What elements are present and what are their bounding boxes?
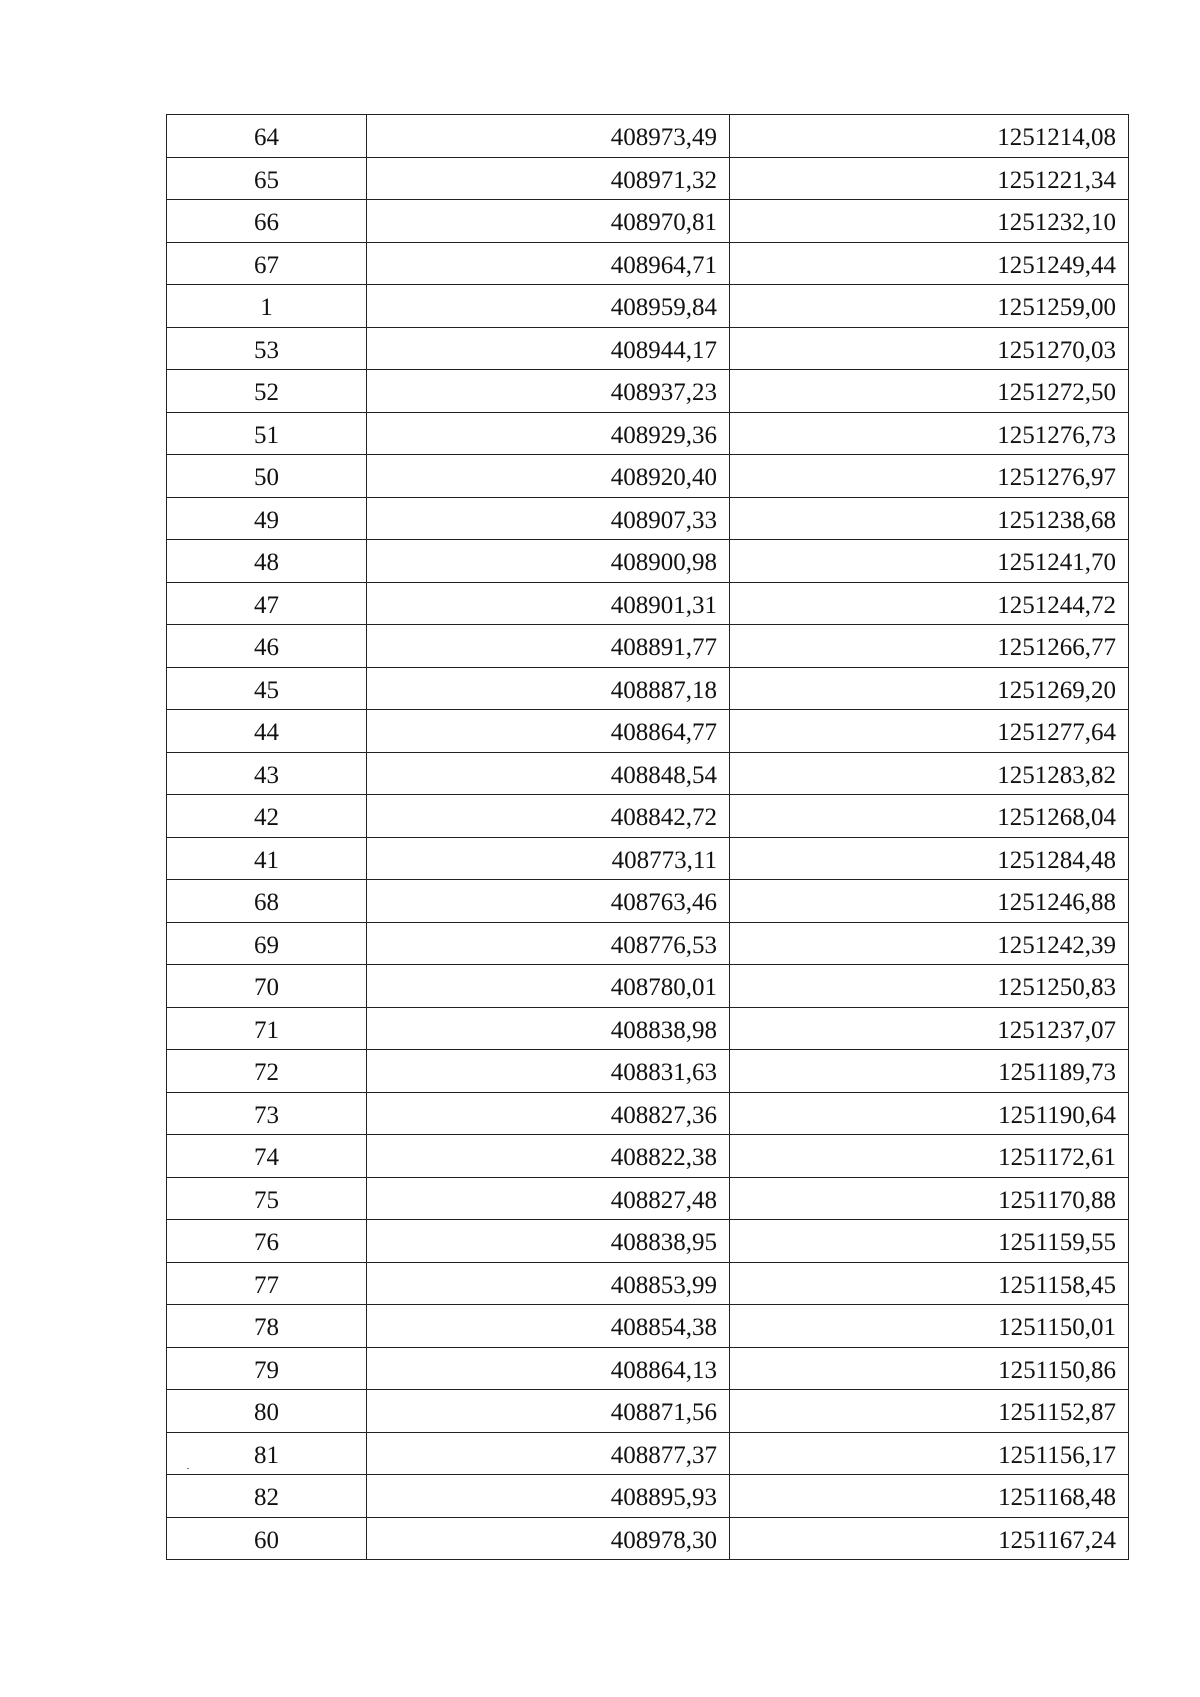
table-row — [167, 242, 1129, 285]
y-coordinate-text: 1251241,70 — [997, 549, 1116, 576]
point-number-text: 80 — [254, 1399, 279, 1426]
x-coordinate-cell — [367, 327, 730, 370]
point-number-text: 74 — [254, 1144, 279, 1171]
y-coordinate-cell — [730, 285, 1129, 328]
y-coordinate-cell — [730, 710, 1129, 753]
y-coordinate-cell — [730, 200, 1129, 243]
point-number-cell — [167, 200, 367, 243]
y-coordinate-cell — [730, 965, 1129, 1008]
point-number-text: 42 — [254, 804, 279, 831]
table-row — [167, 667, 1129, 710]
table-row — [167, 1432, 1129, 1475]
x-coordinate-text: 408776,53 — [610, 931, 717, 959]
x-coordinate-text: 408937,23 — [610, 379, 717, 406]
point-number-text: 53 — [254, 336, 279, 364]
point-number-text: 41 — [254, 846, 279, 874]
x-coordinate-text: 408877,37 — [610, 1441, 717, 1469]
y-coordinate-text: 1251159,55 — [998, 1229, 1116, 1256]
point-number-cell — [167, 1347, 367, 1390]
x-coordinate-cell — [367, 582, 730, 625]
point-number-cell — [167, 1050, 367, 1093]
x-coordinate-cell — [367, 710, 730, 753]
y-coordinate-cell — [730, 1220, 1129, 1263]
y-coordinate-cell — [730, 412, 1129, 455]
y-coordinate-text: 1251152,87 — [998, 1399, 1116, 1426]
point-number-text: 50 — [254, 464, 279, 491]
point-number-cell — [167, 965, 367, 1008]
y-coordinate-text: 1251268,04 — [997, 804, 1116, 831]
x-coordinate-cell — [367, 880, 730, 923]
y-coordinate-text: 1251221,34 — [997, 166, 1116, 194]
y-coordinate-text: 1251269,20 — [997, 676, 1116, 704]
point-number-text: 81 — [254, 1441, 279, 1469]
x-coordinate-cell — [367, 667, 730, 710]
point-number-cell — [167, 1262, 367, 1305]
x-coordinate-cell — [367, 922, 730, 965]
x-coordinate-text: 408944,17 — [610, 336, 717, 364]
y-coordinate-cell — [730, 1007, 1129, 1050]
table-row — [167, 625, 1129, 668]
x-coordinate-text: 408853,99 — [610, 1271, 717, 1299]
y-coordinate-text: 1251190,64 — [998, 1101, 1116, 1129]
point-number-cell — [167, 497, 367, 540]
y-coordinate-text: 1251249,44 — [997, 251, 1116, 279]
x-coordinate-text: 408971,32 — [610, 166, 717, 194]
point-number-cell — [167, 795, 367, 838]
y-coordinate-text: 1251272,50 — [997, 379, 1116, 406]
table-row — [167, 497, 1129, 540]
x-coordinate-text: 408848,54 — [610, 761, 717, 789]
y-coordinate-text: 1251270,03 — [997, 336, 1116, 364]
point-number-cell — [167, 370, 367, 413]
y-coordinate-text: 1251189,73 — [998, 1059, 1116, 1086]
point-number-cell — [167, 837, 367, 880]
y-coordinate-cell — [730, 1475, 1129, 1518]
point-number-cell — [167, 1092, 367, 1135]
x-coordinate-cell — [367, 1135, 730, 1178]
coordinates-table — [166, 114, 1129, 1560]
table-row — [167, 115, 1129, 158]
y-coordinate-text: 1251277,64 — [997, 719, 1116, 746]
x-coordinate-cell — [367, 200, 730, 243]
y-coordinate-text: 1251266,77 — [997, 634, 1116, 661]
y-coordinate-cell — [730, 922, 1129, 965]
table-row — [167, 327, 1129, 370]
x-coordinate-cell — [367, 540, 730, 583]
y-coordinate-cell — [730, 157, 1129, 200]
x-coordinate-text: 408891,77 — [610, 634, 717, 661]
x-coordinate-cell — [367, 1262, 730, 1305]
x-coordinate-cell — [367, 285, 730, 328]
x-coordinate-text: 408780,01 — [610, 974, 717, 1001]
coordinates-table-body — [167, 115, 1129, 1560]
point-number-text: 76 — [254, 1229, 279, 1256]
table-row — [167, 540, 1129, 583]
point-number-cell — [167, 1475, 367, 1518]
y-coordinate-cell — [730, 667, 1129, 710]
x-coordinate-cell — [367, 1390, 730, 1433]
point-number-cell — [167, 1390, 367, 1433]
x-coordinate-cell — [367, 455, 730, 498]
table-row — [167, 157, 1129, 200]
table-row — [167, 200, 1129, 243]
x-coordinate-cell — [367, 1517, 730, 1560]
table-row — [167, 412, 1129, 455]
x-coordinate-cell — [367, 412, 730, 455]
point-number-text: 69 — [254, 931, 279, 959]
x-coordinate-cell — [367, 752, 730, 795]
x-coordinate-text: 408838,98 — [610, 1016, 717, 1044]
point-number-text: 65 — [254, 166, 279, 194]
point-number-text: 73 — [254, 1101, 279, 1129]
y-coordinate-cell — [730, 455, 1129, 498]
y-coordinate-cell — [730, 880, 1129, 923]
y-coordinate-cell — [730, 795, 1129, 838]
point-number-text: 60 — [254, 1526, 279, 1554]
y-coordinate-cell — [730, 1050, 1129, 1093]
x-coordinate-cell — [367, 625, 730, 668]
table-row — [167, 922, 1129, 965]
x-coordinate-cell — [367, 1475, 730, 1518]
point-number-cell — [167, 157, 367, 200]
y-coordinate-text: 1251246,88 — [997, 889, 1116, 916]
point-number-text: 67 — [254, 251, 279, 279]
y-coordinate-cell — [730, 582, 1129, 625]
table-row — [167, 582, 1129, 625]
point-number-text: 68 — [254, 889, 279, 916]
point-number-cell — [167, 1220, 367, 1263]
point-number-cell — [167, 1305, 367, 1348]
point-number-text: 47 — [254, 591, 279, 619]
point-number-text: 71 — [254, 1016, 279, 1044]
table-row — [167, 880, 1129, 923]
y-coordinate-cell — [730, 115, 1129, 158]
x-coordinate-cell — [367, 497, 730, 540]
y-coordinate-cell — [730, 1177, 1129, 1220]
point-number-cell — [167, 1432, 367, 1475]
point-number-cell — [167, 1177, 367, 1220]
x-coordinate-cell — [367, 1092, 730, 1135]
point-number-cell — [167, 115, 367, 158]
y-coordinate-cell — [730, 242, 1129, 285]
x-coordinate-cell — [367, 370, 730, 413]
y-coordinate-text: 1251284,48 — [997, 846, 1116, 874]
x-coordinate-cell — [367, 1220, 730, 1263]
point-number-text: 75 — [254, 1186, 279, 1214]
table-row — [167, 1007, 1129, 1050]
point-number-cell — [167, 922, 367, 965]
table-row — [167, 1347, 1129, 1390]
table-row — [167, 965, 1129, 1008]
y-coordinate-text: 1251158,45 — [998, 1271, 1116, 1299]
point-number-text: 70 — [254, 974, 279, 1001]
point-number-cell — [167, 1007, 367, 1050]
x-coordinate-text: 408900,98 — [610, 549, 717, 576]
x-coordinate-cell — [367, 1007, 730, 1050]
x-coordinate-text: 408822,38 — [610, 1144, 717, 1171]
table-row — [167, 1220, 1129, 1263]
y-coordinate-cell — [730, 1390, 1129, 1433]
x-coordinate-text: 408929,36 — [610, 421, 717, 449]
y-coordinate-cell — [730, 1305, 1129, 1348]
table-row — [167, 370, 1129, 413]
table-row — [167, 1305, 1129, 1348]
point-number-cell — [167, 582, 367, 625]
y-coordinate-text: 1251170,88 — [998, 1186, 1116, 1214]
x-coordinate-cell — [367, 157, 730, 200]
y-coordinate-cell — [730, 837, 1129, 880]
x-coordinate-text: 408831,63 — [610, 1059, 717, 1086]
point-number-cell — [167, 625, 367, 668]
y-coordinate-cell — [730, 540, 1129, 583]
table-row — [167, 455, 1129, 498]
scan-artifact — [187, 1468, 189, 1469]
point-number-text: 43 — [254, 761, 279, 789]
x-coordinate-text: 408970,81 — [610, 209, 717, 236]
x-coordinate-text: 408907,33 — [610, 506, 717, 534]
point-number-text: 66 — [254, 209, 279, 236]
y-coordinate-text: 1251168,48 — [998, 1484, 1116, 1511]
table-row — [167, 1135, 1129, 1178]
y-coordinate-cell — [730, 625, 1129, 668]
x-coordinate-text: 408964,71 — [610, 251, 717, 279]
x-coordinate-text: 408838,95 — [610, 1229, 717, 1256]
point-number-cell — [167, 752, 367, 795]
x-coordinate-text: 408827,36 — [610, 1101, 717, 1129]
point-number-text: 64 — [254, 124, 279, 151]
point-number-cell — [167, 285, 367, 328]
x-coordinate-cell — [367, 965, 730, 1008]
point-number-text: 82 — [254, 1484, 279, 1511]
table-row — [167, 1050, 1129, 1093]
x-coordinate-text: 408842,72 — [610, 804, 717, 831]
x-coordinate-cell — [367, 242, 730, 285]
table-row — [167, 285, 1129, 328]
x-coordinate-cell — [367, 1347, 730, 1390]
y-coordinate-text: 1251156,17 — [998, 1441, 1116, 1469]
y-coordinate-text: 1251276,73 — [997, 421, 1116, 449]
table-row — [167, 837, 1129, 880]
point-number-cell — [167, 412, 367, 455]
x-coordinate-text: 408887,18 — [610, 676, 717, 704]
x-coordinate-cell — [367, 1177, 730, 1220]
point-number-text: 48 — [254, 549, 279, 576]
point-number-text: 1 — [260, 294, 273, 321]
x-coordinate-cell — [367, 1432, 730, 1475]
y-coordinate-text: 1251172,61 — [998, 1144, 1116, 1171]
y-coordinate-cell — [730, 752, 1129, 795]
y-coordinate-text: 1251232,10 — [997, 209, 1116, 236]
point-number-cell — [167, 667, 367, 710]
point-number-text: 49 — [254, 506, 279, 534]
table-row — [167, 1517, 1129, 1560]
point-number-text: 79 — [254, 1356, 279, 1384]
x-coordinate-text: 408827,48 — [610, 1186, 717, 1214]
x-coordinate-cell — [367, 1305, 730, 1348]
x-coordinate-cell — [367, 1050, 730, 1093]
point-number-cell — [167, 327, 367, 370]
y-coordinate-text: 1251150,86 — [998, 1356, 1116, 1384]
point-number-cell — [167, 1517, 367, 1560]
x-coordinate-text: 408871,56 — [610, 1399, 717, 1426]
point-number-cell — [167, 540, 367, 583]
y-coordinate-cell — [730, 1092, 1129, 1135]
point-number-text: 72 — [254, 1059, 279, 1086]
y-coordinate-text: 1251259,00 — [997, 294, 1116, 321]
y-coordinate-cell — [730, 1347, 1129, 1390]
table-row — [167, 1092, 1129, 1135]
point-number-cell — [167, 1135, 367, 1178]
y-coordinate-cell — [730, 497, 1129, 540]
x-coordinate-text: 408978,30 — [610, 1526, 717, 1554]
y-coordinate-cell — [730, 1432, 1129, 1475]
point-number-text: 51 — [254, 421, 279, 449]
point-number-text: 44 — [254, 719, 279, 746]
table-row — [167, 1177, 1129, 1220]
y-coordinate-cell — [730, 1262, 1129, 1305]
y-coordinate-cell — [730, 327, 1129, 370]
y-coordinate-cell — [730, 1135, 1129, 1178]
table-row — [167, 1262, 1129, 1305]
point-number-cell — [167, 710, 367, 753]
y-coordinate-text: 1251237,07 — [997, 1016, 1116, 1044]
y-coordinate-text: 1251283,82 — [997, 761, 1116, 789]
table-row — [167, 795, 1129, 838]
table-row — [167, 710, 1129, 753]
x-coordinate-text: 408763,46 — [610, 889, 717, 916]
point-number-cell — [167, 242, 367, 285]
y-coordinate-text: 1251244,72 — [997, 591, 1116, 619]
point-number-text: 52 — [254, 379, 279, 406]
table-row — [167, 752, 1129, 795]
x-coordinate-text: 408973,49 — [610, 124, 717, 151]
y-coordinate-text: 1251167,24 — [998, 1526, 1116, 1554]
point-number-text: 77 — [254, 1271, 279, 1299]
y-coordinate-text: 1251238,68 — [997, 506, 1116, 534]
x-coordinate-text: 408895,93 — [610, 1484, 717, 1511]
point-number-cell — [167, 455, 367, 498]
y-coordinate-text: 1251150,01 — [998, 1314, 1116, 1341]
point-number-text: 78 — [254, 1314, 279, 1341]
x-coordinate-text: 408920,40 — [610, 464, 717, 491]
x-coordinate-text: 408864,13 — [610, 1356, 717, 1384]
point-number-text: 46 — [254, 634, 279, 661]
y-coordinate-text: 1251276,97 — [997, 464, 1116, 491]
y-coordinate-cell — [730, 1517, 1129, 1560]
x-coordinate-text: 408901,31 — [610, 591, 717, 619]
y-coordinate-text: 1251250,83 — [997, 974, 1116, 1001]
x-coordinate-cell — [367, 837, 730, 880]
x-coordinate-text: 408959,84 — [610, 294, 717, 321]
table-row — [167, 1475, 1129, 1518]
x-coordinate-text: 408773,11 — [611, 846, 717, 874]
table-row — [167, 1390, 1129, 1433]
y-coordinate-text: 1251242,39 — [997, 931, 1116, 959]
x-coordinate-text: 408854,38 — [610, 1314, 717, 1341]
y-coordinate-cell — [730, 370, 1129, 413]
x-coordinate-cell — [367, 115, 730, 158]
x-coordinate-text: 408864,77 — [610, 719, 717, 746]
x-coordinate-cell — [367, 795, 730, 838]
point-number-text: 45 — [254, 676, 279, 704]
y-coordinate-text: 1251214,08 — [997, 124, 1116, 151]
point-number-cell — [167, 880, 367, 923]
